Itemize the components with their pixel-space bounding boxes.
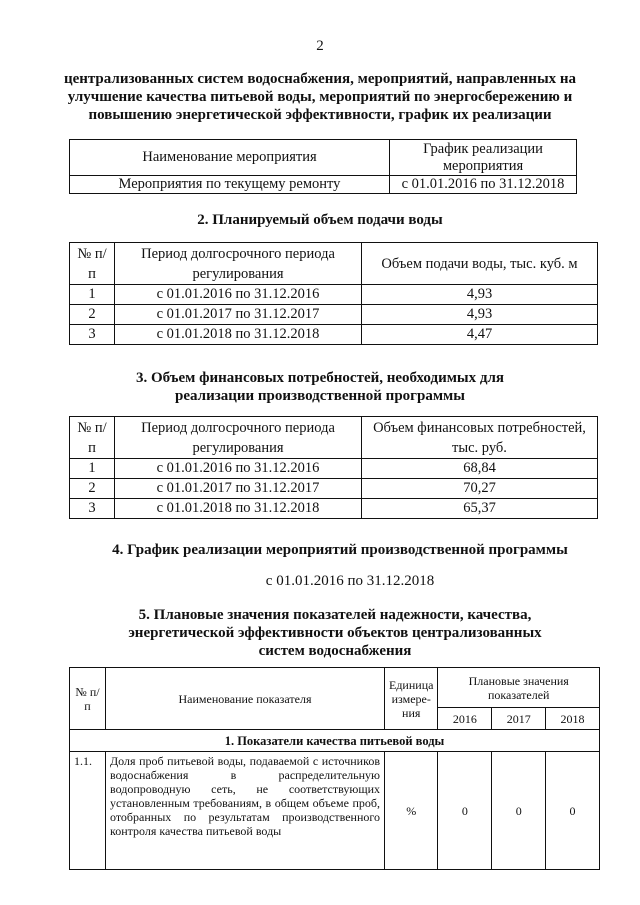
row-num: 3 [70, 325, 115, 345]
row-value: 4,93 [362, 285, 598, 305]
finance-table [69, 416, 598, 519]
section5-title-line: энергетической эффективности объектов централизованных [128, 625, 542, 641]
row-value: 0 [546, 752, 600, 870]
table-row [70, 325, 598, 345]
table-row [70, 459, 598, 479]
table-row [70, 305, 598, 325]
row-value: 0 [492, 752, 546, 870]
indicators-table [69, 667, 600, 870]
intro-heading-line: улучшение качества питьевой воды, мероприятий по энергосбережению и [67, 89, 573, 105]
row-num: 2 [70, 479, 115, 499]
row-num: 3 [70, 499, 115, 519]
row-period: с 01.01.2018 по 31.12.2018 [115, 499, 362, 519]
col-header-num: № п/п [70, 417, 115, 459]
row-unit: % [385, 752, 438, 870]
row-value: 70,27 [362, 479, 598, 499]
intro-heading-line: повышению энергетической эффективности, график их реализации [88, 107, 552, 123]
section3-title-line: реализации производственной программы [175, 388, 465, 404]
row-value: 65,37 [362, 499, 598, 519]
section5-title-line: 5. Плановые значения показателей надежности, качества, [138, 607, 532, 623]
table-row [70, 479, 598, 499]
row-value: 68,84 [362, 459, 598, 479]
section5-title [0, 606, 640, 660]
row-period: с 01.01.2018 по 31.12.2018 [115, 325, 362, 345]
col-header-year: 2017 [492, 708, 546, 730]
row-period: с 01.01.2016 по 31.12.2016 [115, 459, 362, 479]
col-header-finance: Объем финансовых потребностей, тыс. руб. [362, 417, 598, 459]
row-value: 4,47 [362, 325, 598, 345]
col-header-planned: Плановые значения показателей [438, 668, 600, 708]
row-value: 4,93 [362, 305, 598, 325]
row-num: 1.1. [70, 752, 106, 870]
intro-heading-line: централизованных систем водоснабжения, мероприятий, направленных на [63, 71, 577, 87]
group-title: 1. Показатели качества питьевой воды [70, 730, 600, 752]
col-header-period: Период долгосрочного периода регулирования [115, 243, 362, 285]
water-volume-table [69, 242, 598, 345]
col-header-activity: Наименование мероприятия [70, 140, 390, 176]
col-header-year: 2016 [438, 708, 492, 730]
col-header-num: № п/п [70, 243, 115, 285]
row-num: 1 [70, 459, 115, 479]
page-number: 2 [316, 38, 324, 54]
section3-title-line: 3. Объем финансовых потребностей, необходимых для [135, 370, 505, 386]
col-header-period: Период долгосрочного периода регулирования [115, 417, 362, 459]
row-value: 0 [438, 752, 492, 870]
section3-title [0, 369, 640, 405]
section2-title: 2. Планируемый объем подачи воды [197, 212, 443, 228]
table-row [70, 499, 598, 519]
col-header-indicator: Наименование показателя [106, 668, 385, 730]
row-period: с 01.01.2016 по 31.12.2016 [115, 285, 362, 305]
table-row [70, 752, 600, 870]
table-row [70, 285, 598, 305]
row-period: с 01.01.2017 по 31.12.2017 [115, 479, 362, 499]
col-header-schedule: График реализации мероприятия [390, 140, 577, 176]
activities-table [69, 139, 577, 194]
col-header-volume: Объем подачи воды, тыс. куб. м [362, 243, 598, 285]
col-header-unit: Единица измере-ния [385, 668, 438, 730]
section4-period: с 01.01.2016 по 31.12.2018 [265, 573, 435, 589]
intro-heading [0, 70, 640, 124]
row-indicator: Доля проб питьевой воды, подаваемой с источников водоснабжения в распределительную водопроводную сеть, не соответствующих установленным требованиям, в общем объеме проб, отобранных по результатам производственного контроля качества питьевой воды [106, 752, 385, 870]
col-header-num: № п/п [70, 668, 106, 730]
row-num: 2 [70, 305, 115, 325]
row-num: 1 [70, 285, 115, 305]
schedule-cell: с 01.01.2016 по 31.12.2018 [390, 176, 577, 194]
section5-title-line: систем водоснабжения [258, 643, 412, 659]
section4-title: 4. График реализации мероприятий производственной программы [112, 542, 568, 558]
col-header-year: 2018 [546, 708, 600, 730]
row-period: с 01.01.2017 по 31.12.2017 [115, 305, 362, 325]
table-row [70, 176, 577, 194]
activity-cell: Мероприятия по текущему ремонту [70, 176, 390, 194]
